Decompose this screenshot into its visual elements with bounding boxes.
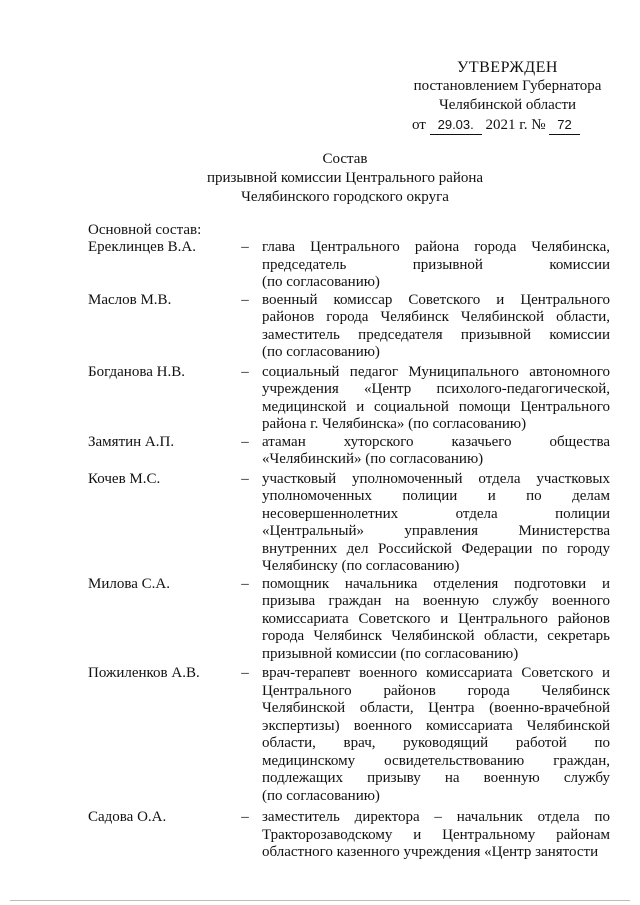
member-row: [88, 239, 610, 292]
title-line-1: Состав: [322, 151, 368, 167]
description-line: призывной комиссии (по согласованию): [262, 645, 519, 662]
member-row: [88, 471, 610, 576]
member-name: Кочев М.С.: [88, 470, 161, 487]
description-line: экспертизы) военного комиссариата Челябинской: [262, 717, 610, 734]
description-line: медицинской и социальной помощи Центрального: [262, 398, 610, 415]
member-description: [262, 576, 610, 664]
member-dash: –: [241, 809, 249, 825]
member-row: [88, 576, 610, 664]
description-line: атаман хуторского казачьего общества: [262, 433, 610, 450]
description-line: комиссариата Советского и Центрального районов: [262, 610, 610, 627]
description-line: областного казенного учреждения «Центр занятости: [262, 844, 599, 860]
member-name: Маслов М.В.: [88, 291, 172, 308]
members-list: [88, 239, 610, 862]
description-line: Тракторозаводскому и Центральному районам: [262, 826, 610, 843]
member-row: [88, 364, 610, 434]
description-line: председатель призывной комиссии: [262, 256, 610, 273]
description-line: «Челябинский» (по согласованию): [262, 451, 484, 467]
description-line: района г. Челябинска» (по согласованию): [262, 416, 527, 432]
description-line: несовершеннолетних отдела полиции: [262, 505, 610, 522]
member-dash: –: [241, 239, 249, 255]
member-dash: –: [241, 470, 249, 487]
member-name: Богданова Н.В.: [88, 363, 185, 380]
member-name: Пожиленков А.В.: [88, 665, 200, 681]
member-dash: –: [241, 575, 249, 592]
member-name: Ереклинцев В.А.: [88, 239, 197, 255]
title-line-3: Челябинского городского округа: [241, 189, 449, 205]
description-line: глава Центрального района города Челябинска,: [262, 239, 610, 255]
section-label: Основной состав:: [88, 222, 202, 238]
member-dash: –: [241, 665, 249, 681]
member-description: [262, 292, 610, 362]
description-line: города Челябинск Челябинской области, секретарь: [262, 628, 610, 644]
description-line: внутренних дел Российской Федерации по городу: [262, 540, 610, 557]
description-line: уполномоченных полиции и по делам: [262, 488, 610, 504]
member-dash: –: [241, 433, 249, 450]
decree-date: 29.03.: [430, 115, 482, 135]
description-line: заместитель директора – начальник отдела по: [262, 809, 610, 825]
member-name: Милова С.А.: [88, 575, 170, 592]
description-line: подлежащих призыву на военную службу: [262, 770, 610, 786]
member-dash: –: [241, 363, 249, 380]
description-line: (по согласованию): [262, 787, 380, 804]
date-prefix: от: [412, 117, 426, 133]
approval-stamp: [400, 58, 615, 135]
member-dash: –: [241, 291, 249, 308]
title-line-2: призывной комиссии Центрального района: [206, 170, 484, 186]
member-row: [88, 292, 610, 362]
description-line: Челябинску (по согласованию): [262, 558, 460, 574]
decree-number: 72: [549, 115, 579, 135]
member-row: [88, 434, 610, 469]
document-title: [150, 150, 540, 207]
description-line: Центрального районов города Челябинск: [262, 682, 610, 699]
member-name: Садова О.А.: [88, 809, 167, 825]
description-line: помощник начальника отделения подготовки и: [262, 575, 610, 592]
description-line: социальный педагог Муниципального автономного: [262, 363, 610, 380]
description-line: Челябинской области, Центра (военно-врачебной: [262, 700, 610, 716]
description-line: призыва граждан на военную службу военного: [262, 593, 610, 609]
page-edge-line: [10, 900, 630, 901]
approval-line-1: постановлением Губернатора: [413, 78, 602, 94]
description-line: учреждения «Центр психолого-педагогической,: [262, 381, 610, 397]
approval-line-2: Челябинской области: [438, 97, 577, 113]
member-description: [262, 434, 610, 469]
member-name: Замятин А.П.: [88, 433, 175, 450]
member-row: [88, 809, 610, 862]
description-line: «Центральный» управления Министерства: [262, 523, 610, 539]
approval-heading: УТВЕРЖДЕН: [457, 59, 558, 76]
member-row: [88, 665, 610, 805]
decree-year: 2021 г. №: [485, 117, 546, 133]
description-line: районов города Челябинск Челябинской области,: [262, 309, 610, 325]
description-line: (по согласованию): [262, 344, 380, 360]
member-description: [262, 665, 610, 805]
description-line: области, врач, руководящий работой по: [262, 735, 610, 751]
description-line: заместитель председателя призывной комиссии: [262, 326, 610, 343]
description-line: (по согласованию): [262, 274, 380, 290]
member-description: [262, 239, 610, 292]
member-description: [262, 471, 610, 576]
approval-date-line: [400, 115, 615, 135]
description-line: врач-терапевт военного комиссариата Советского и: [262, 665, 610, 681]
description-line: военный комиссар Советского и Центрального: [262, 291, 610, 308]
description-line: участковый уполномоченный отдела участковых: [262, 470, 610, 487]
member-description: [262, 364, 610, 434]
description-line: медицинскому освидетельствованию граждан,: [262, 752, 610, 769]
member-description: [262, 809, 610, 862]
